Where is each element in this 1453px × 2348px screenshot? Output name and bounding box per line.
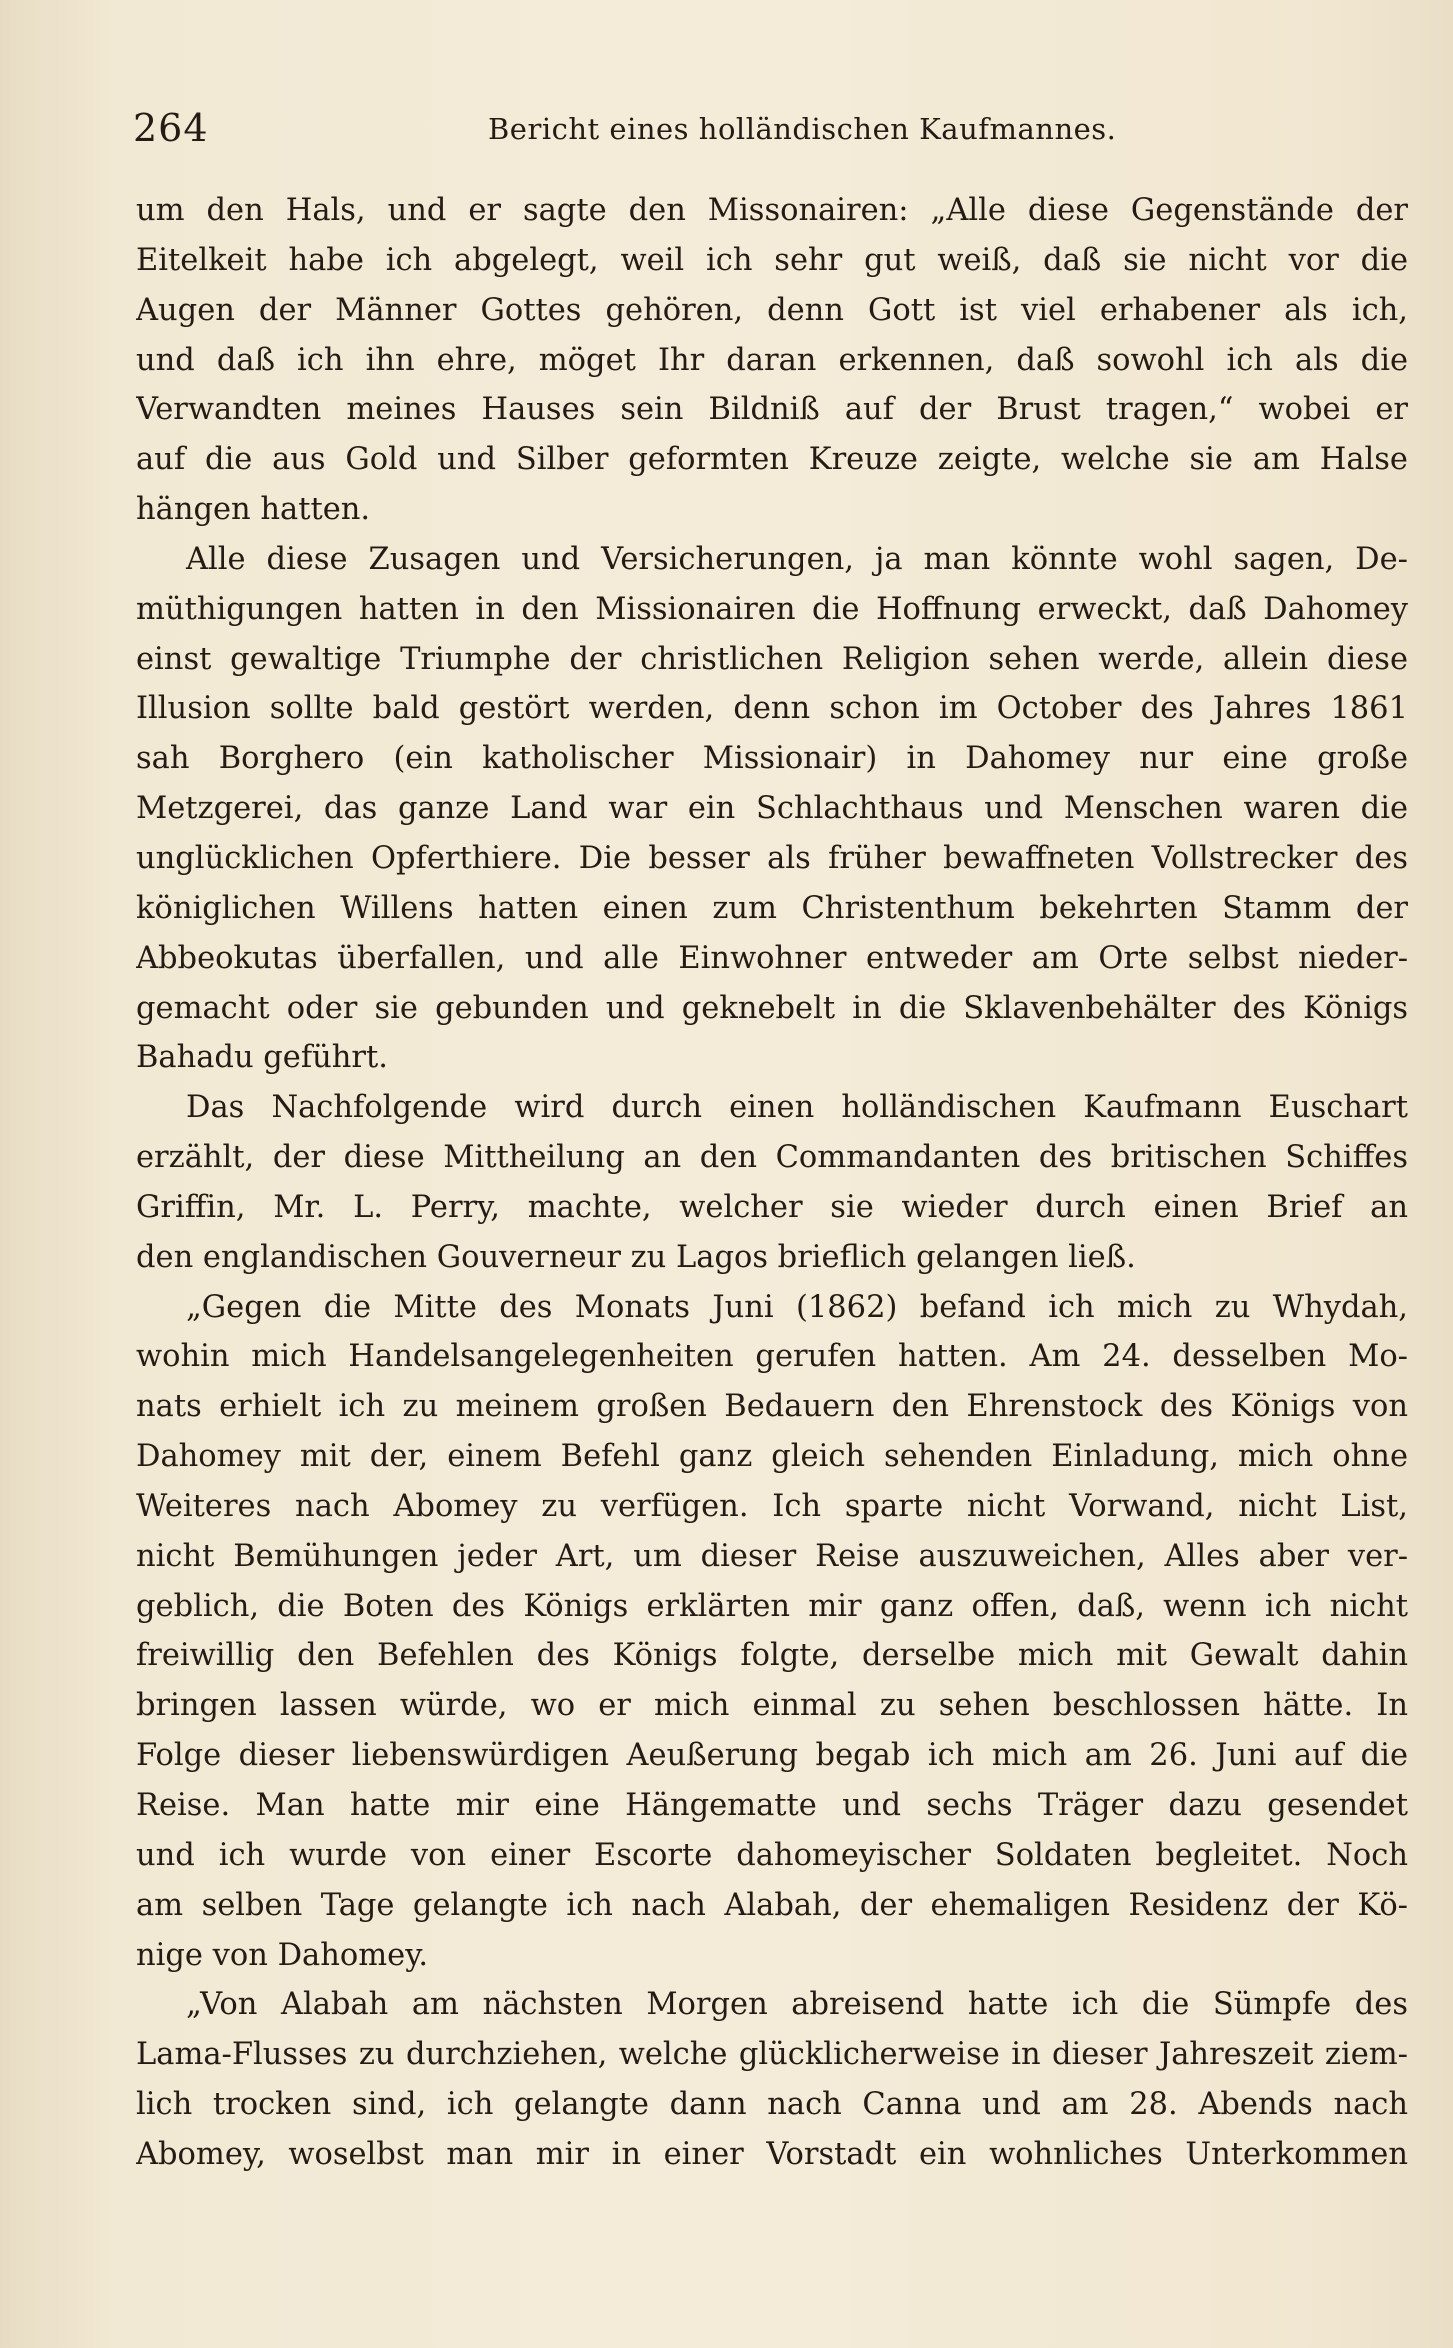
text-line: Eitelkeit habe ich abgelegt, weil ich sehr gut weiß, daß sie nicht vor die bbox=[136, 242, 1408, 278]
page-header bbox=[133, 98, 1413, 158]
text-line: auf die aus Gold und Silber geformten Kreuze zeigte, welche sie am Halse bbox=[136, 442, 1408, 478]
text-line: einst gewaltige Triumphe der christlichen Religion sehen werde, allein diese bbox=[136, 641, 1408, 677]
text-line: Weiteres nach Abomey zu verfügen. Ich sparte nicht Vorwand, nicht List, bbox=[136, 1488, 1408, 1524]
text-line: Verwandten meines Hauses sein Bildniß auf der Brust tragen,“ wobei er bbox=[136, 392, 1408, 428]
text-line: und daß ich ihn ehre, möget Ihr daran erkennen, daß sowohl ich als die bbox=[136, 342, 1408, 378]
page-number: 264 bbox=[133, 106, 209, 150]
text-line: geblich, die Boten des Königs erklärten mir ganz offen, daß, wenn ich nicht bbox=[136, 1588, 1408, 1624]
text-line: sah Borghero (ein katholischer Missionair) in Dahomey nur eine große bbox=[136, 741, 1408, 777]
text-line: nicht Bemühungen jeder Art, um dieser Reise auszuweichen, Alles aber ver- bbox=[136, 1538, 1408, 1574]
text-line: Abbeokutas überfallen, und alle Einwohner entweder am Orte selbst nieder- bbox=[136, 940, 1408, 976]
text-line: am selben Tage gelangte ich nach Alabah, der ehemaligen Residenz der Kö- bbox=[136, 1887, 1408, 1923]
running-title: Bericht eines holländischen Kaufmannes. bbox=[488, 112, 1117, 146]
text-line: Dahomey mit der, einem Befehl ganz gleich sehenden Einladung, mich ohne bbox=[136, 1439, 1408, 1475]
text-line: erzählt, der diese Mittheilung an den Commandanten des britischen Schiffes bbox=[136, 1140, 1408, 1176]
text-line: Abomey, woselbst man mir in einer Vorstadt ein wohnliches Unterkommen bbox=[136, 2136, 1408, 2172]
text-line: bringen lassen würde, wo er mich einmal zu sehen beschlossen hätte. In bbox=[136, 1688, 1408, 1724]
text-line: Griffin, Mr. L. Perry, machte, welcher sie wieder durch einen Brief an bbox=[136, 1189, 1408, 1225]
text-line: freiwillig den Befehlen des Königs folgte, derselbe mich mit Gewalt dahin bbox=[136, 1638, 1408, 1674]
text-line: unglücklichen Opferthiere. Die besser als früher bewaffneten Vollstrecker des bbox=[136, 840, 1408, 876]
text-line: wohin mich Handelsangelegenheiten gerufen hatten. Am 24. desselben Mo- bbox=[136, 1339, 1408, 1375]
text-line: den englandischen Gouverneur zu Lagos brieflich gelangen ließ. bbox=[136, 1239, 1136, 1275]
text-line: königlichen Willens hatten einen zum Christenthum bekehrten Stamm der bbox=[136, 890, 1408, 926]
text-line: Bahadu geführt. bbox=[136, 1040, 388, 1076]
text-line: „Von Alabah am nächsten Morgen abreisend hatte ich die Sümpfe des bbox=[186, 1987, 1408, 2023]
text-line: um den Hals, und er sagte den Missonairen: „Alle diese Gegenstände der bbox=[136, 193, 1408, 228]
text-line: Folge dieser liebenswürdigen Aeußerung begab ich mich am 26. Juni auf die bbox=[136, 1738, 1408, 1774]
text-line: nats erhielt ich zu meinem großen Bedauern den Ehrenstock des Königs von bbox=[136, 1389, 1408, 1425]
text-line: nige von Dahomey. bbox=[136, 1937, 429, 1973]
text-line: Alle diese Zusagen und Versicherungen, ja man könnte wohl sagen, De- bbox=[186, 541, 1408, 577]
text-line: Illusion sollte bald gestört werden, denn schon im October des Jahres 1861 bbox=[136, 691, 1408, 727]
text-line: Augen der Männer Gottes gehören, denn Gott ist viel erhabener als ich, bbox=[136, 292, 1408, 328]
text-line: Reise. Man hatte mir eine Hängematte und sechs Träger dazu gesendet bbox=[136, 1788, 1408, 1823]
text-line: Das Nachfolgende wird durch einen holländischen Kaufmann Euschart bbox=[186, 1090, 1408, 1126]
text-line: hängen hatten. bbox=[136, 492, 371, 528]
text-line: Metzgerei, das ganze Land war ein Schlachthaus und Menschen waren die bbox=[136, 791, 1408, 827]
text-line: müthigungen hatten in den Missionairen die Hoffnung erweckt, daß Dahomey bbox=[136, 591, 1408, 627]
body-text bbox=[136, 186, 1408, 2180]
text-line: und ich wurde von einer Escorte dahomeyischer Soldaten begleitet. Noch bbox=[136, 1837, 1408, 1873]
text-line: gemacht oder sie gebunden und geknebelt in die Sklavenbehälter des Königs bbox=[136, 990, 1408, 1026]
text-line: „Gegen die Mitte des Monats Juni (1862) befand ich mich zu Whydah, bbox=[186, 1289, 1408, 1325]
text-line: lich trocken sind, ich gelangte dann nach Canna und am 28. Abends nach bbox=[136, 2087, 1408, 2123]
text-line: Lama-Flusses zu durchziehen, welche glücklicherweise in dieser Jahreszeit ziem- bbox=[136, 2037, 1408, 2073]
